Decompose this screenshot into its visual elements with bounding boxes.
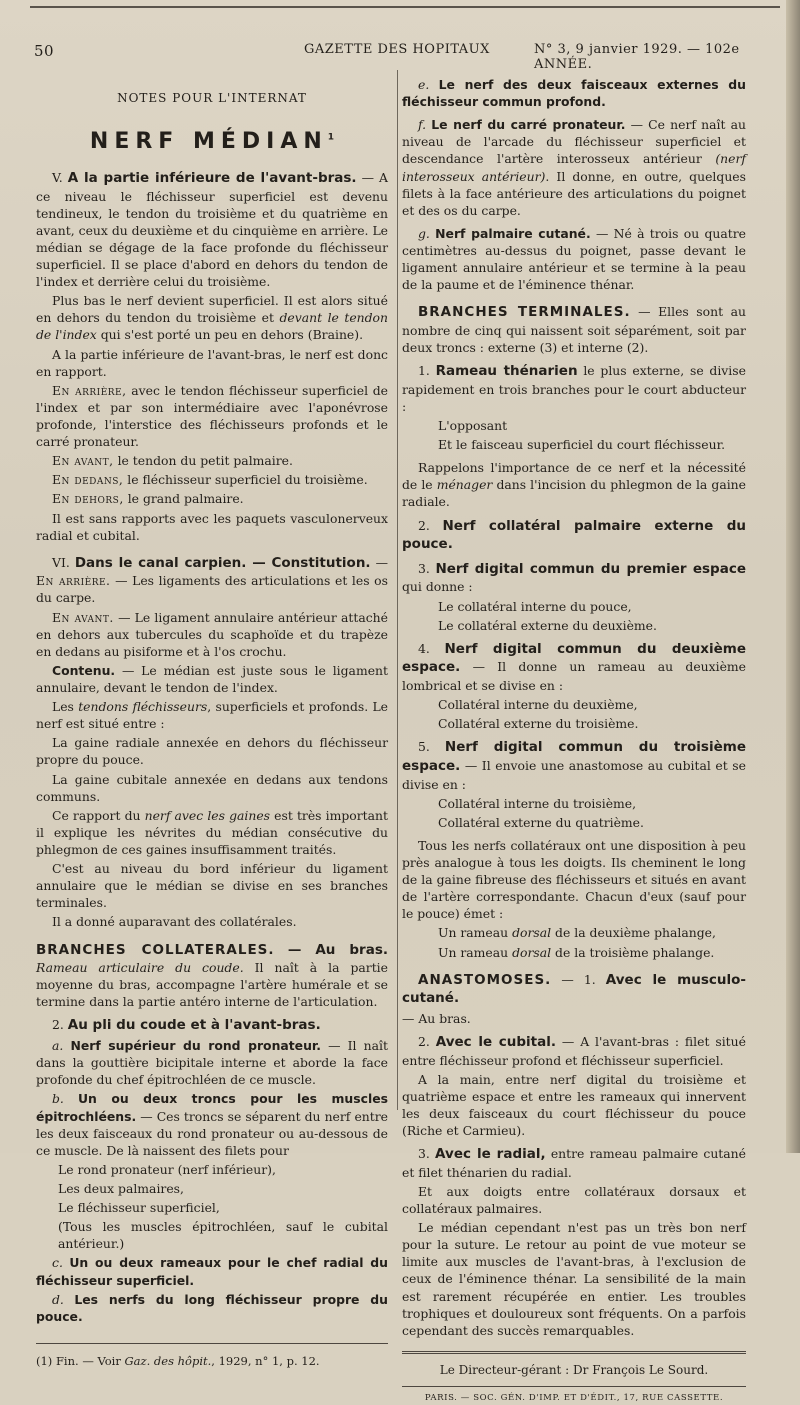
text: — Né à trois ou quatre centimètres au-dessus du poignet, passe devant le ligament annulaire antérieur et se termine à la peau de la paume et de l'éminence thénar. [402, 225, 746, 293]
list-item: Collatéral interne du troisième, [438, 795, 637, 811]
list-note: (Tous les muscles épitrochléen, sauf le cubital antérieur.) [58, 1219, 388, 1252]
paragraph [36, 471, 388, 488]
subheading: Avec le musculo-cutané. [402, 971, 746, 1007]
subheading: Nerf digital commun du deuxième espace. [402, 640, 746, 676]
right-column [402, 76, 746, 1405]
item-b [36, 1090, 388, 1158]
item-label: c. [52, 1255, 63, 1271]
text: Les [52, 699, 79, 715]
text: est très important il explique les névrites du médian consécutive du phlegmon de ces gaines insuffisamment traités. [36, 807, 389, 857]
text: avec le tendon fléchisseur superficiel de l'index et par son intermédiaire avec l'aponévrose profonde, l'interstice des fléchisseurs profonds et le carré pronateur. [36, 382, 389, 450]
list-item: Collatéral interne du deuxième, [438, 697, 638, 713]
paragraph: A la partie inférieure de l'avant-bras, le nerf est donc en rapport. [36, 346, 388, 379]
paragraph: La gaine radiale annexée en dehors du fléchisseur propre du pouce. [36, 735, 388, 768]
text: qui donne : [402, 579, 473, 595]
number: 4. [418, 640, 430, 656]
italic-text: devant le tendon de l'index [36, 310, 389, 343]
terminal-1 [402, 362, 746, 415]
italic-text: Gaz. des hôpit. [124, 1353, 212, 1368]
paragraph: — A ce niveau le fléchisseur superficiel est devenu tendineux, le tendon du troisième et du quatrième en avant, ceux du deuxième et du cinquième en arrière. Le médian se dégage de la face profonde du fléchisseur superficiel. Il se place d'abord en dehors du tendon de l'index et derrière celui du troisième. [36, 169, 388, 290]
anastomose-2 [402, 1033, 746, 1069]
label: En avant. [52, 609, 114, 625]
text: — Le ligament annulaire antérieur attaché en dehors aux tubercules du scaphoïde et du trapèze en dedans au pisiforme et à l'os crochu. [36, 609, 388, 659]
section-heading: A la partie inférieure de l'avant-bras. [67, 169, 357, 186]
text: (1) Fin. — Voir [36, 1353, 125, 1368]
text: le fléchisseur superficiel du troisième. [123, 472, 368, 488]
text: dans l'incision du phlegmon de la gaine radiale. [402, 477, 746, 510]
paragraph: — Au bras. [402, 1010, 471, 1026]
paragraph: C'est au niveau du bord inférieur du ligament annulaire que le médian se divise en ses branches terminales. [36, 861, 388, 911]
paragraph [36, 490, 388, 507]
italic-text: nerf avec les gaines [144, 807, 271, 823]
section-heading: BRANCHES COLLATERALES. [36, 941, 275, 958]
item-label: d. [52, 1291, 64, 1307]
paragraph: A la main, entre nerf digital du troisième et quatrième espace et entre les rameaux qui innervent les deux faisceaux du court fléchisseur du pouce (Riche et Carmieu). [402, 1071, 746, 1139]
subsection [36, 1016, 388, 1035]
terminal-5 [402, 738, 746, 792]
text: le plus externe, se divise rapidement en trois branches pour le court abducteur : [402, 363, 746, 414]
list-item: Le fléchisseur superficiel, [58, 1200, 220, 1216]
text: Un rameau [438, 925, 513, 941]
paragraph [36, 292, 388, 343]
label: En arrière, [52, 382, 127, 398]
paragraph: Il a donné auparavant des collatérales. [52, 914, 297, 930]
italic-text: tendons fléchisseurs [78, 699, 208, 715]
list-item: Collatéral externe du quatrième. [438, 814, 644, 830]
paragraph [402, 459, 746, 510]
terminal-2 [402, 517, 746, 554]
text: — Ces troncs se séparent du nerf entre les deux faisceaux du rond pronateur ou au-dessous de ce muscle. De là naissent des filets pour [36, 1108, 388, 1158]
item-heading: Nerf supérieur du rond pronateur. [70, 1038, 321, 1054]
item-heading: Nerf palmaire cutané. [435, 225, 591, 241]
text: Ce rapport du [52, 807, 145, 823]
paragraph: Il est sans rapports avec les paquets vasculonerveux radial et cubital. [36, 510, 388, 543]
subheading: Nerf collatéral palmaire externe du pouce. [402, 517, 746, 553]
page-number: 50 [34, 42, 55, 60]
text: — Les ligaments des articulations et les os du carpe. [36, 573, 388, 606]
text: le grand palmaire. [123, 491, 244, 507]
section-number: VI. [52, 554, 70, 570]
item-label: b. [52, 1091, 64, 1107]
paragraph: La gaine cubitale annexée en dedans aux tendons communs. [36, 771, 388, 804]
paragraph: Tous les nerfs collatéraux ont une disposition à peu près analogue à tous les doigts. Ils cheminent le long de la gaine fibreuse des fléchisseurs et situés en avant de l'artère correspondante. Chacun d'eux (sauf pour le pouce) émet : [402, 837, 746, 922]
list-item [402, 924, 746, 941]
terminal-3 [402, 560, 746, 596]
item-label: a. [52, 1038, 64, 1054]
item-label: e. [418, 77, 430, 92]
paragraph [36, 807, 388, 858]
terminal-4 [402, 640, 746, 694]
label: En dehors, [52, 491, 124, 507]
top-rule [30, 6, 780, 8]
article-title-text: NERF MÉDIAN [89, 128, 328, 154]
item-label: g. [418, 225, 430, 241]
item-a [36, 1037, 388, 1088]
text: — Il envoie une anastomose au cubital et se divise en : [402, 757, 746, 792]
list-item: Le collatéral externe du deuxième. [438, 617, 657, 633]
subheading: Avec le cubital. [435, 1034, 556, 1051]
text: de la deuxième phalange, [551, 925, 716, 941]
number: 5. [418, 739, 430, 755]
text: — [370, 554, 388, 570]
number: 2. [52, 1017, 64, 1033]
text: , 1929, n° 1, p. 12. [211, 1353, 320, 1368]
section-heading: Dans le canal carpien. — Constitution. [74, 554, 371, 571]
left-column [36, 76, 388, 1370]
text: . Il donne, en outre, quelques filets à la face antérieure des articulations du poignet et des os du carpe. [402, 168, 746, 218]
footnote [36, 1343, 388, 1370]
label: En dedans, [52, 472, 124, 488]
text: — Il naît dans la gouttière bicipitale interne et aborde la face profonde du chef épitrochléen de ce muscle. [36, 1038, 388, 1088]
list-item: Et le faisceau superficiel du court fléchisseur. [438, 437, 726, 453]
item-d [36, 1291, 388, 1325]
subheading: Rameau thénarien [435, 363, 578, 380]
text: Rappelons l'importance de ce nerf et la nécessité de le [402, 460, 746, 493]
item-c [36, 1254, 388, 1288]
journal-title: GAZETTE DES HOPITAUX [304, 42, 490, 57]
issue-info: N° 3, 9 janvier 1929. — 102e ANNÉE. [534, 42, 740, 72]
italic-text: dorsal [512, 944, 552, 960]
italic-text: (nerf interosseux antérieur) [402, 151, 746, 184]
text: entre rameau palmaire cutané et filet thénarien du radial. [402, 1146, 746, 1180]
list-item: Le collatéral interne du pouce, [438, 598, 632, 614]
item-g [402, 225, 746, 293]
label: En arrière. [36, 573, 111, 589]
footnote-marker: 1 [327, 132, 335, 143]
item-heading: Un ou deux rameaux pour le chef radial du fléchisseur superficiel. [36, 1255, 388, 1288]
item-heading: Le nerf des deux faisceaux externes du fléchisseur commun profond. [402, 77, 746, 110]
item-e [402, 76, 746, 110]
paragraph [36, 698, 388, 732]
text: — A l'avant-bras : filet situé entre fléchisseur profond et fléchisseur superficiel. [402, 1034, 746, 1068]
number: 3. [418, 1146, 430, 1162]
text: , superficiels et profonds. Le nerf est situé entre : [36, 699, 389, 732]
list-item: L'opposant [438, 418, 508, 433]
subheading: — Au bras. [287, 941, 388, 958]
column-divider [397, 70, 398, 1110]
anastomose-3 [402, 1145, 746, 1181]
number: 1. [418, 363, 430, 379]
item-label: f. [418, 117, 427, 133]
italic-text: ménager [436, 477, 493, 493]
label: Contenu. [52, 662, 116, 678]
section-label: NOTES POUR L'INTERNAT [117, 91, 307, 105]
number: 2. [418, 517, 430, 533]
item-heading: Le nerf du carré pronateur. [431, 117, 626, 133]
text: — Ce nerf naît au niveau de l'arcade du fléchisseur superficiel et descendance l'artère interosseux antérieur [402, 117, 746, 167]
paragraph [36, 662, 388, 696]
subheading: Nerf digital commun du premier espace [435, 560, 746, 577]
terminal-branches [402, 303, 746, 356]
item-heading: Les nerfs du long fléchisseur propre du pouce. [36, 1291, 388, 1324]
text: — Le médian est juste sous le ligament annulaire, devant le tendon de l'index. [36, 662, 388, 695]
paragraph [36, 452, 388, 469]
text: Il naît à la partie moyenne du bras, accompagne l'artère humérale et se termine dans la partie antéro interne de l'articulation. [36, 960, 388, 1010]
italic-text: Rameau articulaire du coude. [36, 960, 244, 976]
section-number: V. [52, 169, 63, 185]
text: — Elles sont au nombre de cinq qui naissent soit séparément, soit par deux troncs : externe (3) et interne (2). [402, 304, 746, 356]
section-heading: BRANCHES TERMINALES. [418, 304, 631, 321]
text: — Il donne un rameau au deuxième lombrical et se divise en : [402, 659, 746, 693]
item-f [402, 116, 746, 219]
number: 2. [418, 1034, 430, 1050]
list-item: Collatéral externe du troisième. [438, 716, 639, 732]
text: Plus bas le nerf devient superficiel. Il est alors situé en dehors du tendon du troisième et [36, 293, 388, 326]
printer-imprint: PARIS. — SOC. GÉN. D'IMP. ET D'ÉDIT., 17, RUE CASSETTE. [402, 1386, 746, 1405]
section-vi [36, 554, 388, 607]
text: Un rameau [438, 944, 513, 960]
text: — 1. [551, 971, 606, 987]
text: de la troisième phalange. [551, 944, 715, 960]
number: 3. [418, 560, 430, 576]
label: En avant, [52, 453, 114, 469]
paragraph: Et aux doigts entre collatéraux dorsaux et collatéraux palmaires. [402, 1183, 746, 1217]
paragraph [36, 382, 388, 450]
section-v [36, 169, 388, 290]
text: le tendon du petit palmaire. [113, 453, 293, 469]
page-edge [786, 0, 800, 1153]
subheading: Au pli du coude et à l'avant-bras. [67, 1017, 321, 1034]
subheading: Avec le radial, [435, 1146, 546, 1163]
paragraph: Le médian cependant n'est pas un très bon nerf pour la suture. Le retour au point de vue moteur se limite aux muscles de l'avant-bras, à l'exclusion de ceux de l'éminence thénar. La sensibilité de la main est rarement récupérée en entier. Les troubles trophiques et douloureux sont fréquents. On a parfois cependant des succès remarquables. [402, 1220, 746, 1338]
section-heading: ANASTOMOSES. [418, 971, 552, 988]
anastomoses [402, 971, 746, 1008]
item-heading: Un ou deux troncs pour les muscles épitrochléens. [36, 1091, 388, 1124]
list-item: Le rond pronateur (nerf inférieur), [58, 1161, 276, 1177]
director-signature: Le Directeur-gérant : Dr François Le Sourd. [402, 1351, 746, 1379]
collateral-branches [36, 941, 388, 1011]
list-item [402, 944, 746, 961]
italic-text: dorsal [512, 925, 552, 941]
page-header [34, 34, 760, 72]
paragraph [36, 609, 388, 660]
list-item: Les deux palmaires, [58, 1180, 184, 1196]
subheading: Nerf digital commun du troisième espace. [402, 739, 746, 774]
article-title [36, 127, 388, 157]
text: qui s'est porté un peu en dehors (Braine). [96, 327, 364, 343]
